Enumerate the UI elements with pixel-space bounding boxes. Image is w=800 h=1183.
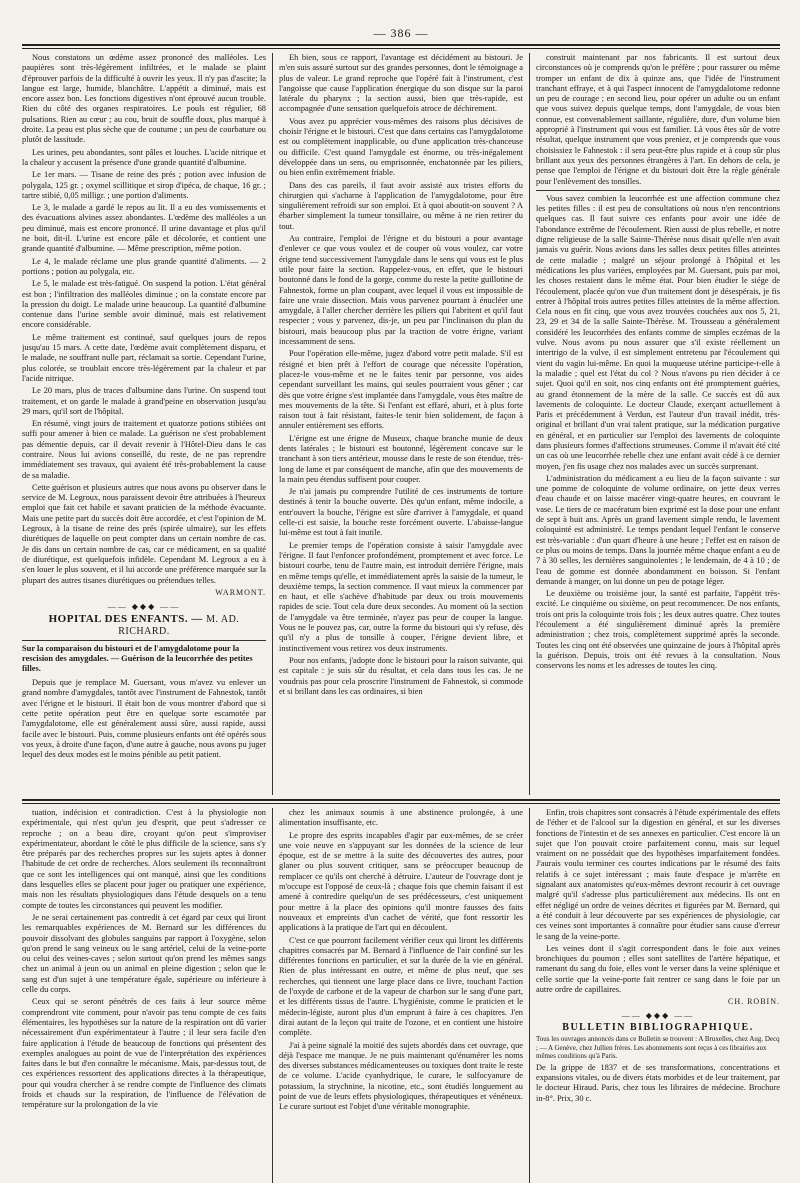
paragraph: Cette guérison et plusieurs autres que nous avons pu observer dans le service de M. Legroux, nous paraissent devoir être attribuées à l'heureux emploi que fait cet habile et savant praticien de la méthode évacuante. Mais une petite part du succès doit être accordée, et c'est l'opinion de M. Legroux, à la tisane de reine des prés (spirée ulmaire), sur les effets diurétiques de laquelle on peut compter dans un certain nombre de cas. Je dis dans un certain nombre de cas, car ce médicament, en sa qualité de diurétique, est quelquefois infidèle. Cependant M. Legroux a eu à s'en louer le plus souvent, et il lui accorde une préférence marquée sur la plupart des autres tisanes diurétiques ou prétendues telles. — [22, 482, 266, 585]
paragraph: Je ne serai certainement pas contredit à cet égard par ceux qui liront les remarquables expériences de M. Bernard sur les différences du pouvoir dissolvant des globules sanguins par rapport à l'oxygène, selon qu'on prend le sang veineux ou le sang artériel, celui de la veine-porte ou celui des veines-caves ; selon surtout qu'on prend les mêmes sangs chez un animal à jeun ou un animal en pleine digestion ; selon que le sang est d'un sujet à une température égale, supérieure ou inférieure à celle du corps. — [22, 912, 266, 995]
journal-page — [22, 26, 780, 1166]
top-column-2 — [279, 53, 523, 795]
paragraph: J'ai à peine signalé la moitié des sujets abordés dans cet ouvrage, que déjà l'espace me manque. Je ne puis maintenant qu'énumérer les noms des diverses substances médicamenteuses ou toxiques dont traite le reste de ce volume. L'acide cyanhydrique, le curare, le sulfocyanure de potassium, la strychnine, la nicotine, etc., sont étudiés longuement au point de vue de leurs effets physiologiques, thérapeutiques et vénéneux. Le curare surtout est l'objet d'une véritable monographie. — [279, 1040, 523, 1112]
section-author: M. AD. RICHARD. — [118, 614, 240, 637]
paragraph: En résumé, vingt jours de traitement et quatorze potions stibiées ont suffi pour amener à bien ce malade. La guérison ne s'est probablement pas démentie depuis, car il devait revenir à l'Hôtel-Dieu dans le cas contraire. Nous lui avions conseillé, du reste, de ne pas reprendre immédiatement ses travaux, qui avaient été très-probablement la cause de sa maladie. — [22, 419, 266, 480]
paragraph: L'administration du médicament a eu lieu de la façon suivante : sur une pomme de coloquinte de volume ordinaire, on jette deux verres d'eau chaude et on laisse macérer vingt-quatre heures, en couvrant le vase. Le tiers de ce macératum bien exprimé est la dose pour une enfant de sept à huit ans. Après un grand lavement simple rendu, le lavement coloquinté est administré. Le temps pendant lequel l'enfant le conserve est très-variable : d'un quart d'heure à une heure ; l'effet est en raison de ce plus ou moins de temps. Dans la journée même chaque enfant a eu de 7 à 30 selles, les dernières sanguinolentes ; le lendemain, de 4 à 10 ; de l'eau de gomme est donnée abondamment en boisson. Si l'enfant demande à manger, on lui donne un peu de potage léger. — [536, 473, 780, 586]
paragraph: Au contraire, l'emploi de l'érigne et du bistouri a pour avantage d'enlever ce que vous voulez et de couper où vous voulez, car votre érigne tend successivement l'amygdale dans le sens qui vous est le plus utile pour faire la section. Rappelez-vous, en effet, que le bistouri boutonné dans le fond de la gorge, comme du reste la petite guillotine de Fahnestok, forme un plan coupant, avec lequel il vous est impossible de faire une vraie dissection. Mais vous parvenez pourtant à énucléer une amygdale, à l'aller chercher derrière les piliers qui l'abritent et qu'il faut respecter ; vous y parvenez, dis-je, un peu par l'inclinaison du plan du bistouri, mais beaucoup plus par la traction de votre érigne, variant incessamment de sens. — [279, 234, 523, 347]
paragraph: tuation, indécision et contradiction. C'est à la physiologie non expérimentale, qui n'est qu'un jeu d'esprit, que peut s'adresser ce reproche ; on a beau dire, croyant qu'on peut s'improviser expérimentateur, abordant le côté le plus difficile de la science, sans s'y être préparés par des recherches propres sur les sujets aptes à donner l'habitude de cet ordre de recherches. Alors seulement ils reconnaîtront que ce sont les intelligences qui ont manqué, ainsi que les conditions dans lesquelles elles se placent pour juger ou pratiquer une expérience, mais non les résultats physiologiques dans l'étude desquels on a tenu compte de toutes les circonstances qui peuvent les modifier. — [22, 808, 266, 910]
paragraph: Le même traitement est continué, sauf quelques jours de repos jusqu'au 15 mars. A cette date, l'œdème avait complètement disparu, et le malade, ne souffrant nulle part, réclamait sa sortie. Cependant l'urine, plus colorée, se troublait encore très-légèrement par la chaleur et par l'acide nitrique. — [22, 332, 266, 383]
column-divider — [272, 53, 273, 795]
top-columns — [22, 53, 780, 795]
rule — [22, 640, 266, 641]
column-divider — [272, 808, 273, 1183]
paragraph: Le premier temps de l'opération consiste à saisir l'amygdale avec l'érigne. Il faut l'enfoncer profondément, promptement et avec force. Le bistouri courbe, tenu de l'autre main, est introduit derrière l'érigne, mais en même temps qu'elle, et immédiatement après la saisie de la tumeur, le deuxième temps, la section commence. Il vaut mieux la commencer par en haut, et elle s'achève d'habitude par deux ou trois mouvements rapides de scie. Tout cela dure deux secondes. Au moment où la section de l'amygdale va être terminée, n'ayez pas peur de couper la langue. Vous ne le pouvez pas, car, outre la forme du bistouri qui s'y refuse, dès qu'il n'y a plus de tonsille à couper, l'érigne devient libre, et instinctivement vous retirez vos deux instruments. — [279, 540, 523, 653]
bottom-columns — [22, 808, 780, 1183]
middle-rule — [22, 799, 780, 804]
rule — [536, 190, 780, 191]
ornament-divider: —— ◆◆◆ —— — [621, 1010, 695, 1020]
bottom-column-3 — [536, 808, 780, 1183]
bulletin-title: BULLETIN BIBLIOGRAPHIQUE. — [562, 1021, 754, 1033]
paragraph: Le 20 mars, plus de traces d'albumine dans l'urine. On suspend tout traitement, et on garde le malade à grand'peine en observation jusqu'au 29 mars, qu'il sort de l'hôpital. — [22, 386, 266, 416]
ornament-divider: —— ◆◆◆ —— — [107, 602, 181, 612]
paragraph: Nous constatons un œdème assez prononcé des malléoles. Les paupières sont très-légèrement infiltrées, et le malade se plaint d'éprouver parfois de la difficulté à ouvrir les yeux. Il n'y pas d'ascite; la langue est large, humide, blanchâtre. L'appétit a diminué, mais est encore assez bon. Les fonctions digestives n'ont éprouvé aucun trouble. Rien du côté des organes respiratoires. Le pouls est régulier, 68 pulsations. Rien au cœur ; au cou, bruit de souffle doux, plus marqué à droite. La peau est plus sèche que de coutume ; un peu de courbature ou plutôt de lassitude. — [22, 53, 266, 145]
bulletin-entry: De la grippe de 1837 et de ses transformations, concentrations et expansions vitales, ou de divers états morbides et de leur traitement, par le docteur Hiraud. Paris, chez tous les libraires de médecine. Brochure in-8°. Prix, 30 c. — [536, 1062, 780, 1103]
paragraph: Le propre des esprits incapables d'agir par eux-mêmes, de se créer une voie neuve en s'appuyant sur les données de la science de leur époque, est de se mettre à la suite des découvertes des autres, pour glaner ou plus souvent critiquer, sans se préoccuper beaucoup de remplacer ce qu'ils ont cherché à détruire. L'auteur de l'ouvrage dont je m'occupe est l'opposé de ceux-là ; chaque fois que chemin faisant il est amené à contredire quelqu'un de ses prédécesseurs, c'est uniquement pour mettre à la place des opinions qu'il montre fausses des faits nouveaux et empreints d'un cachet de vérité, que font ressortir les applications à la pratique de l'art qui en découlent. — [279, 830, 523, 933]
paragraph: C'est ce que pourront facilement vérifier ceux qui liront les différents chapitres consacrés par M. Bernard à l'influence de l'air confiné sur les différentes fonctions en particulier, et sur la durée de la vie en général. Rien de plus intéressant en outre, et même de plus neuf, que ses recherches, qui tiennent une large place dans ce livre, touchant l'action de l'oxyde de carbone et de la vapeur de charbon sur le sang d'une part, et les différents tissus de l'autre. L'hygiéniste, comme le praticien et le médecin-légiste, auront plus d'un emprunt à faire à ces chapitres. J'en dirai autant de la leçon qui traite de l'ozone, et en contient une histoire complète. — [279, 935, 523, 1038]
author-signature: CH. ROBIN. — [727, 997, 780, 1007]
article-subhead: Sur la comparaison du bistouri et de l'amygdalotome pour la rescision des amygdales. — Guérison de la leucorrhée des petites filles. — [22, 644, 253, 674]
paragraph: L'érigne est une érigne de Museux, chaque branche munie de deux dents latérales ; le bistouri est boutonné, légèrement concave sur le tranchant à son tiers antérieur, mousse dans le reste de son étendue, très-long de lame et par conséquent de manche, afin que des mouvements de la main peu étendus suffisent pour couper. — [279, 433, 523, 484]
paragraph: Enfin, trois chapitres sont consacrés à l'étude expérimentale des effets de l'éther et de l'alcool sur la digestion en général, et sur les diverses fonctions de l'intestin et de ses annexes en particulier. C'est encore là un sujet que l'on pouvait croire parfaitement connu, mais sur lequel vraiment on ne possédait que des hypothèses imparfaitement fondées. J'aurais voulu terminer ces courtes indications par le résumé des faits relatifs à ce sujet intéressant ; mais faute d'espace je m'arrête en signalant aux anatomistes qu'eux-mêmes devront recourir à cet ouvrage malgré qu'il s'adresse plus particulièrement aux médecins. Ils ont en effet négligé un ordre de veines décrites et figurées par M. Bernard, qui a été conduit à leur découverte par ses expériences de physiologie, car ces veines sont importantes à connaître pour étudier sans cause d'erreur le sang de la veine-porte. — [536, 808, 780, 941]
paragraph: Le 4, le malade réclame une plus grande quantité d'aliments. — 2 portions ; potion au polygala, etc. — [22, 256, 266, 276]
paragraph: Depuis que je remplace M. Guersant, vous m'avez vu enlever un grand nombre d'amygdales, tantôt avec l'instrument de Fahnestok, tantôt avec l'érigne et le bistouri. Il était bon de vous montrer d'abord que si cette petite opération peut être en quelque sorte escamotée par l'amygdalotome, elle est généralement aussi sûre, aussi rapide, aussi facile avec le bistouri. Puis, comme plusieurs enfants ont été opérés sous vos yeux, à droite d'une façon, d'une autre à gauche, nous avons pu juger lequel des deux modes est le moins pénible au petit patient. — [22, 678, 266, 760]
header-rule — [22, 44, 780, 49]
bottom-column-2 — [279, 808, 523, 1183]
section-title — [22, 614, 266, 637]
paragraph: chez les animaux soumis à une abstinence prolongée, à une alimentation insuffisante, etc. — [279, 808, 523, 828]
paragraph: Vous avez pu apprécier vous-mêmes des raisons plus décisives de choisir l'érigne et le bistouri. C'est que dans certains cas l'amygdalotome est ou complètement inapplicable, ou d'une application très-chanceuse ou difficile. C'est quand l'amygdale est énorme, ou très-inégalement développée dans un sens, ou emprisonnée, enchatonnée par les piliers, ou bien enfin extrêmement friable. — [279, 116, 523, 178]
bottom-column-1 — [22, 808, 266, 1183]
paragraph: Le 1er mars. — Tisane de reine des prés ; potion avec infusion de polygala, 125 gr. ; oxymel scillitique et sirop d'ipéca, de chaque, 16 gr. ; tartre stibié, 0,05 milligr. ; une portion d'aliments. — [22, 170, 266, 200]
top-column-3 — [536, 53, 780, 795]
paragraph: Ceux qui se seront pénétrés de ces faits à leur source même comprendront vite comment, pour n'avoir pas tenu compte de ces faits élémentaires, les hypothèses sur la nature de la respiration ont dû varier nécessairement d'un expérimentateur à l'autre ; il leur sera facile d'en faire application à l'étude de beaucoup de fonctions qui présentent des exemples analogues au point de vue de l'interprétation des expériences faites dans le but d'en connaître le mécanisme. Mais, par-dessus tout, de ces expériences ressortent des applications directes à la thérapeutique, pour qui voudra chercher à se rendre compte de l'influence des climats froids et chauds sur la respiration, de l'influence de l'élévation de température sur la prolongation de la vie — [22, 997, 266, 1110]
paragraph: construit maintenant par nos fabricants. Il est surtout deux circonstances où je comprends qu'on le préfère ; pour rassurer ou même tromper un enfant de dix à quinze ans, que l'idée de l'instrument tranchant effraye, et à qui l'aspect innocent de l'amygdalotome redonne un peu de courage ; en second lieu, pour opérer un adulte ou un enfant que vous suivez depuis quelque temps, dont l'amygdale, de vous bien connue, est convenablement saillante, régulière, dure, d'un volume bien approprié à l'instrument qui vous est familier. Là vous êtes sûr de votre résultat, quelque instrument que vous preniez, et je comprends que vous choisissiez le Fahnestok : il sera peut-être plus rapide et à coup sûr plus brillant aux yeux des personnes étrangères à l'art. En dehors de cela, je pense que l'emploi de l'érigne et du bistouri doit être la règle générale pour l'enlèvement des tonsilles. — [536, 53, 780, 186]
author-signature: WARMONT. — [215, 587, 266, 597]
section-title-text: HOPITAL DES ENFANTS. — — [48, 613, 203, 626]
paragraph: Le deuxième ou troisième jour, la santé est parfaite, l'appétit très-excité. Le cinquième ou sixième, on peut recommencer. De nos enfants, trois ont pris la coloquinte trois fois ; les deux autres quatre. Chez toutes l'écoulement a été singulièrement diminué après la première administration ; chez trois, complètement supprimé après la seconde. Toutes les cinq ont été observées une quinzaine de jours à l'hôpital après la guérison. Depuis, trois ont été revues à la consultation. Nous conservons les noms et les adresses de toutes les cinq. — [536, 589, 780, 671]
paragraph: Les urines, peu abondantes, sont pâles et louches. L'acide nitrique et la chaleur y accusent la présence d'une grande quantité d'albumine. — [22, 147, 266, 167]
page-number: — 386 — — [373, 26, 429, 40]
paragraph: Pour l'opération elle-même, jugez d'abord votre petit malade. S'il est résigné et bien prêt à l'effort de courage que nécessite l'opération, placez-le vous-même et ne le faites tenir par personne, vos aides cependant surveillant les mains, qui seules pourraient vous gêner ; car dès que votre érigne s'est implantée dans l'amygdale, vous êtes maître de mes mouvements de la tête. Si l'enfant est effaré, ahuri, et à plus forte raison tout à fait résistant, faites-le tenir bien solidement, de façon à annuler entièrement ses efforts. — [279, 349, 523, 431]
paragraph: Les veines dont il s'agit correspondent dans le foie aux veines bronchiques du poumon ; elles sont satellites de l'artère hépatique, et ramenant du sang du foie, elles vont le verser dans la veine splénique et celle sortie que la veine-porte fait rentrer ce sang dans le foie par un autre ordre de capillaires. — [536, 943, 780, 995]
paragraph: Pour nos enfants, j'adopte donc le bistouri pour la raison suivante, qui est capitale : je suis sûr du résultat, et cela dans tous les cas. Je ne voudrais pas pour cela proscrire l'instrument de Fahnestok, si commode et si brillant dans les cas ordinaires, si bien — [279, 655, 523, 696]
bulletin-intro: Tous les ouvrages annoncés dans ce Bulletin se trouvent : A Bruxelles, chez Aug. Decq ; — A Genève, chez Jullien frères. Les abonnements sont reçus à ces librairies aux mêmes conditions qu'à Paris. — [536, 1035, 780, 1061]
paragraph: Dans des cas pareils, il faut avoir assisté aux tristes efforts du chirurgien qui s'acharne à l'application de l'amygdalotome, pour être singulièrement refroidi sur son emploi. Et à quoi aboutit-on souvent ? A ébarber simplement la tumeur tonsillaire, ou même à ne rien retirer du tout. — [279, 180, 523, 231]
paragraph: Le 3, le malade a gardé le repos au lit. Il a eu des vomissements et des évacuations alvines assez abondantes. L'œdème des malléoles a un peu diminué, mais est encore prononcé. Il urine davantage et plus qu'il ne boit, dit-il. L'urine est encore pâle et décolorée, et contient une grande quantité d'albumine. — Même prescription, même potion. — [22, 203, 266, 254]
column-divider — [529, 53, 530, 795]
paragraph: Eh bien, sous ce rapport, l'avantage est décidément au bistouri. Je m'en suis assuré surtout sur des grandes personnes, dont le témoignage a plus de valeur. Le grand reproche que l'opéré fait à l'instrument, c'est l'angoisse que cause l'application énergique du son disque sur la paroi latérale du pharynx ; la section aussi, bien que très-rapide, est accompagnée d'une sensation quelquefois atroce de déchirement. — [279, 53, 523, 114]
column-divider — [529, 808, 530, 1183]
paragraph: Le 5, le malade est très-fatigué. On suspend la potion. L'état général est bon ; l'infiltration des malléoles diminue ; on la constate encore par la pression du doigt. Le malade urine beaucoup. La quantité d'albumine contenue dans l'urine semble avoir diminué, mais est relativement encore considérable. — [22, 279, 266, 330]
top-column-1 — [22, 53, 266, 795]
paragraph: Je n'ai jamais pu comprendre l'utilité de ces instruments de torture destinés à tenir la bouche ouverte. Dès qu'un enfant, même indocile, a entr'ouvert la bouche, l'érigne est sûre d'arriver à l'amygdale, et quand celle-ci est saisie, la bouche reste forcément ouverte. L'abaisse-langue lui-même est tout à fait inutile. — [279, 487, 523, 538]
paragraph: Vous savez combien la leucorrhée est une affection commune chez les petites filles : il est peu de consultations où nous n'en rencontrions quelques cas. Il faut suivre ces enfants pour avoir une idée de l'abondance extrême de l'écoulement. Rien aussi de plus rebelle, et notre digne religieuse de la salle Sainte-Thérèse nous disait qu'elle n'en avait jamais vu guérir. Nous avions dans les salles deux petites filles atteintes de cette maladie ; malgré un séjour prolongé à l'hôpital et les médications les plus variées, employées par M. Guersant, puis par moi, les choses restaient dans le même état. Pour bien étudier le siége de l'écoulement, placée qu'on vue d'un traitement dont je désespérais, je fis entrer à l'hôpital trois autres petites filles atteintes de la même affection. Cela nous en fit cinq, que vous avez trouvées couchées aux nos 5, 21, 23, 29 et 34 de la salle Sainte-Thérèse. M. Trousseau a généralement considéré les leucorrhées des enfants comme de simples eczémas de la vulve. Nous avons pu nous assurer que s'il existe réellement un intertrigo de la vulve, il est simplement entretenu par l'écoulement qui vient du vagin lui-même. En quoi la muqueuse utérine participe-t-elle à la maladie ; quel est l'état du col ? Nous n'avons pu rien décider à ce sujet. Quoi qu'il en soit, nos cinq enfants ont été promptement guéries, au grand étonnement de la mère de la salle. Ce succès est dû aux lavements de coloquinte. Le docteur Claude, exerçant actuellement à Paris et précédemment à Verdun, est l'auteur d'un travail inédit, très-original et brillant d'un vrai talent pratique, sur la médication purgative en général, et en particulier sur l'emploi des lavements de coloquinte dans plusieurs formes d'affections strumeuses. Comme il m'avait été cité un cas où une leucorrhée rebelle chez une enfant avait cédé à ce dernier moyen, j'en fis usage chez nos malades avec un succès surprenant. — [536, 193, 780, 471]
